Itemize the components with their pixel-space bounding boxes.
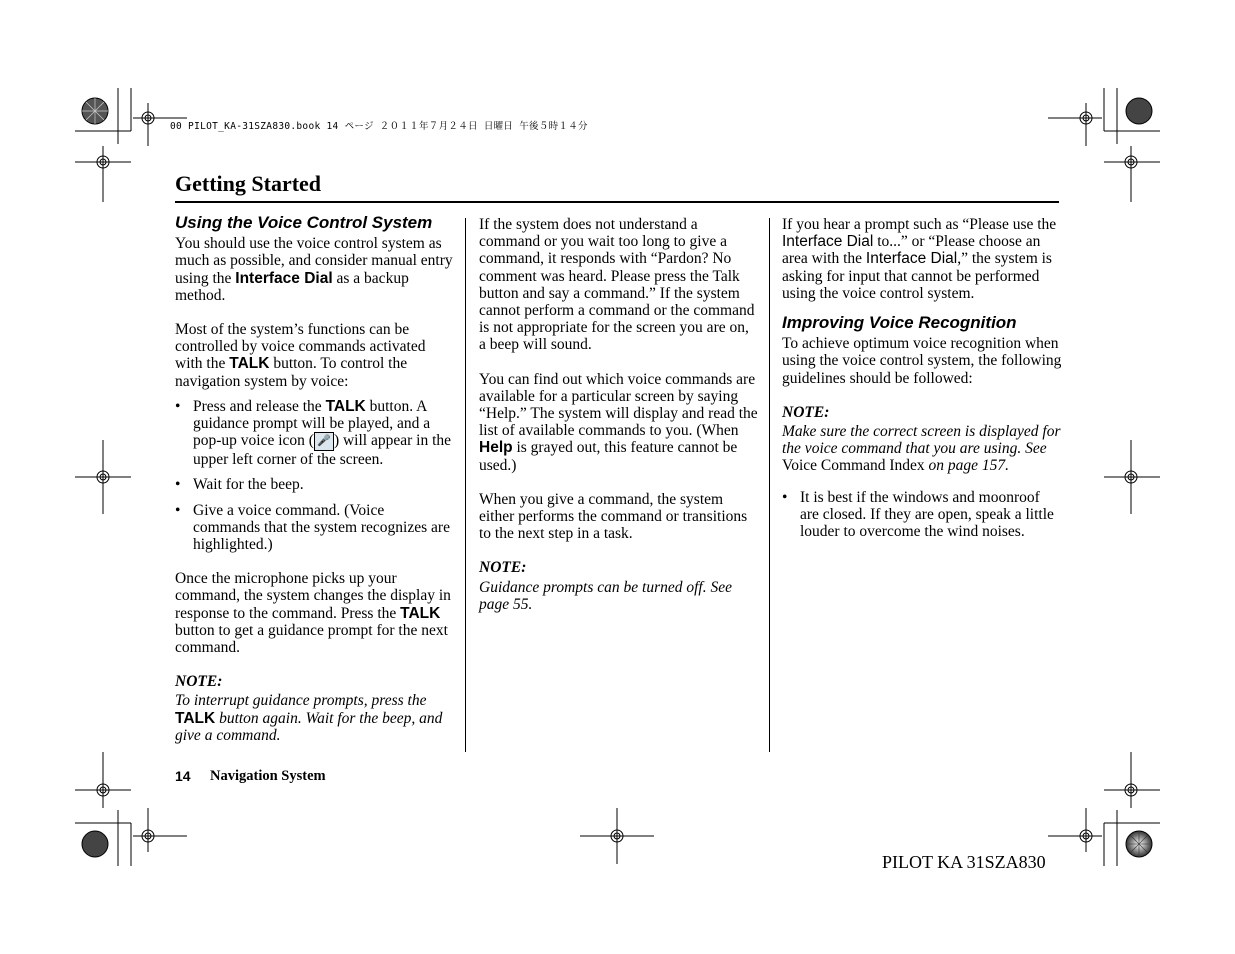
bullet-list — [175, 398, 455, 553]
registration-mark-icon — [1104, 440, 1160, 514]
document-code: PILOT KA 31SZA830 — [882, 852, 1046, 872]
registration-mark-icon — [580, 808, 654, 864]
registration-mark-icon — [1048, 103, 1102, 146]
paragraph: You can find out which voice commands are available for a particular screen by saying “Help.” The system will display and read the list of available commands to you. (When Help is grayed out, this feature cannot be used.) — [479, 370, 758, 474]
paragraph: Once the microphone picks up your command, the system changes the display in response to the command. Press the TALK button to get a guidance prompt for the next command. — [175, 570, 451, 657]
bullet-list — [782, 489, 1062, 541]
heading-improving-recognition: Improving Voice Recognition — [782, 313, 1017, 333]
note-heading: NOTE: — [479, 559, 527, 577]
registration-mark-icon — [1104, 146, 1160, 202]
registration-mark-icon — [1104, 752, 1160, 808]
voice-icon: 🎤 — [314, 432, 334, 451]
heading-voice-control: Using the Voice Control System — [175, 213, 433, 232]
list-item: • It is best if the windows and moonroof are closed. If they are open, speak a little louder to overcome the wind noises. — [782, 488, 1054, 541]
registration-mark-icon — [1048, 808, 1102, 852]
registration-mark-icon — [75, 146, 131, 202]
registration-mark-icon — [133, 808, 187, 852]
column-3 — [782, 216, 1062, 557]
paragraph: You should use the voice control system as much as possible, and consider manual entry using the Interface Dial as a backup method. — [175, 235, 453, 304]
list-item: • Press and release the TALK button. A guidance prompt will be played, and a pop-up voice icon ( 🎤 ) will appear in the upper left corner of the screen. — [175, 397, 452, 469]
column-2 — [479, 216, 759, 613]
section-title: Getting Started — [175, 171, 322, 196]
title-rule — [175, 201, 1059, 203]
note-heading: NOTE: — [782, 403, 830, 421]
print-file-header: 00 PILOT_KA-31SZA830.book 14 ページ ２０１１年７月２４日 日曜日 午後５時１４分 — [170, 121, 588, 132]
note-text: Make sure the correct screen is displayed for the voice command that you are using. See Voice Command Index on page 157. — [782, 423, 1061, 475]
paragraph: If you hear a prompt such as “Please use the Interface Dial to...” or “Please choose an area with the Interface Dial,” the system is asking for input that cannot be performed using the voice control system. — [782, 216, 1057, 302]
note-text: Guidance prompts can be turned off. See page 55. — [479, 578, 732, 613]
registration-mark-icon — [75, 752, 131, 808]
page-number: 14 — [175, 768, 191, 784]
note-text: To interrupt guidance prompts, press the TALK button again. Wait for the beep, and give a command. — [175, 692, 443, 744]
note-heading: NOTE: — [175, 673, 223, 691]
column-1 — [175, 214, 455, 744]
column-divider — [465, 218, 466, 752]
paragraph: Most of the system’s functions can be controlled by voice commands activated with the TALK button. To control the navigation system by voice: — [175, 321, 426, 390]
paragraph: To achieve optimum voice recognition when using the voice control system, the following guidelines should be followed: — [782, 335, 1062, 387]
starburst-icon — [82, 98, 108, 124]
paragraph: If the system does not understand a command or you wait too long to give a command, it responds with “Pardon? No comment was heard. Please press the Talk button and say a command.” If the system cannot perform a command or the command is not appropriate for the screen you are on, a beep will sound. — [479, 216, 755, 354]
starburst-icon — [82, 831, 108, 857]
starburst-icon — [1126, 98, 1152, 124]
list-item: • Wait for the beep. — [175, 476, 304, 494]
list-item: • Give a voice command. (Voice commands that the system recognizes are highlighted.) — [175, 501, 450, 554]
registration-mark-icon — [75, 440, 131, 514]
column-divider — [769, 218, 770, 752]
starburst-icon — [1126, 831, 1152, 857]
paragraph: When you give a command, the system either performs the command or transitions to the next step in a task. — [479, 490, 748, 543]
footer-section: Navigation System — [210, 768, 326, 784]
